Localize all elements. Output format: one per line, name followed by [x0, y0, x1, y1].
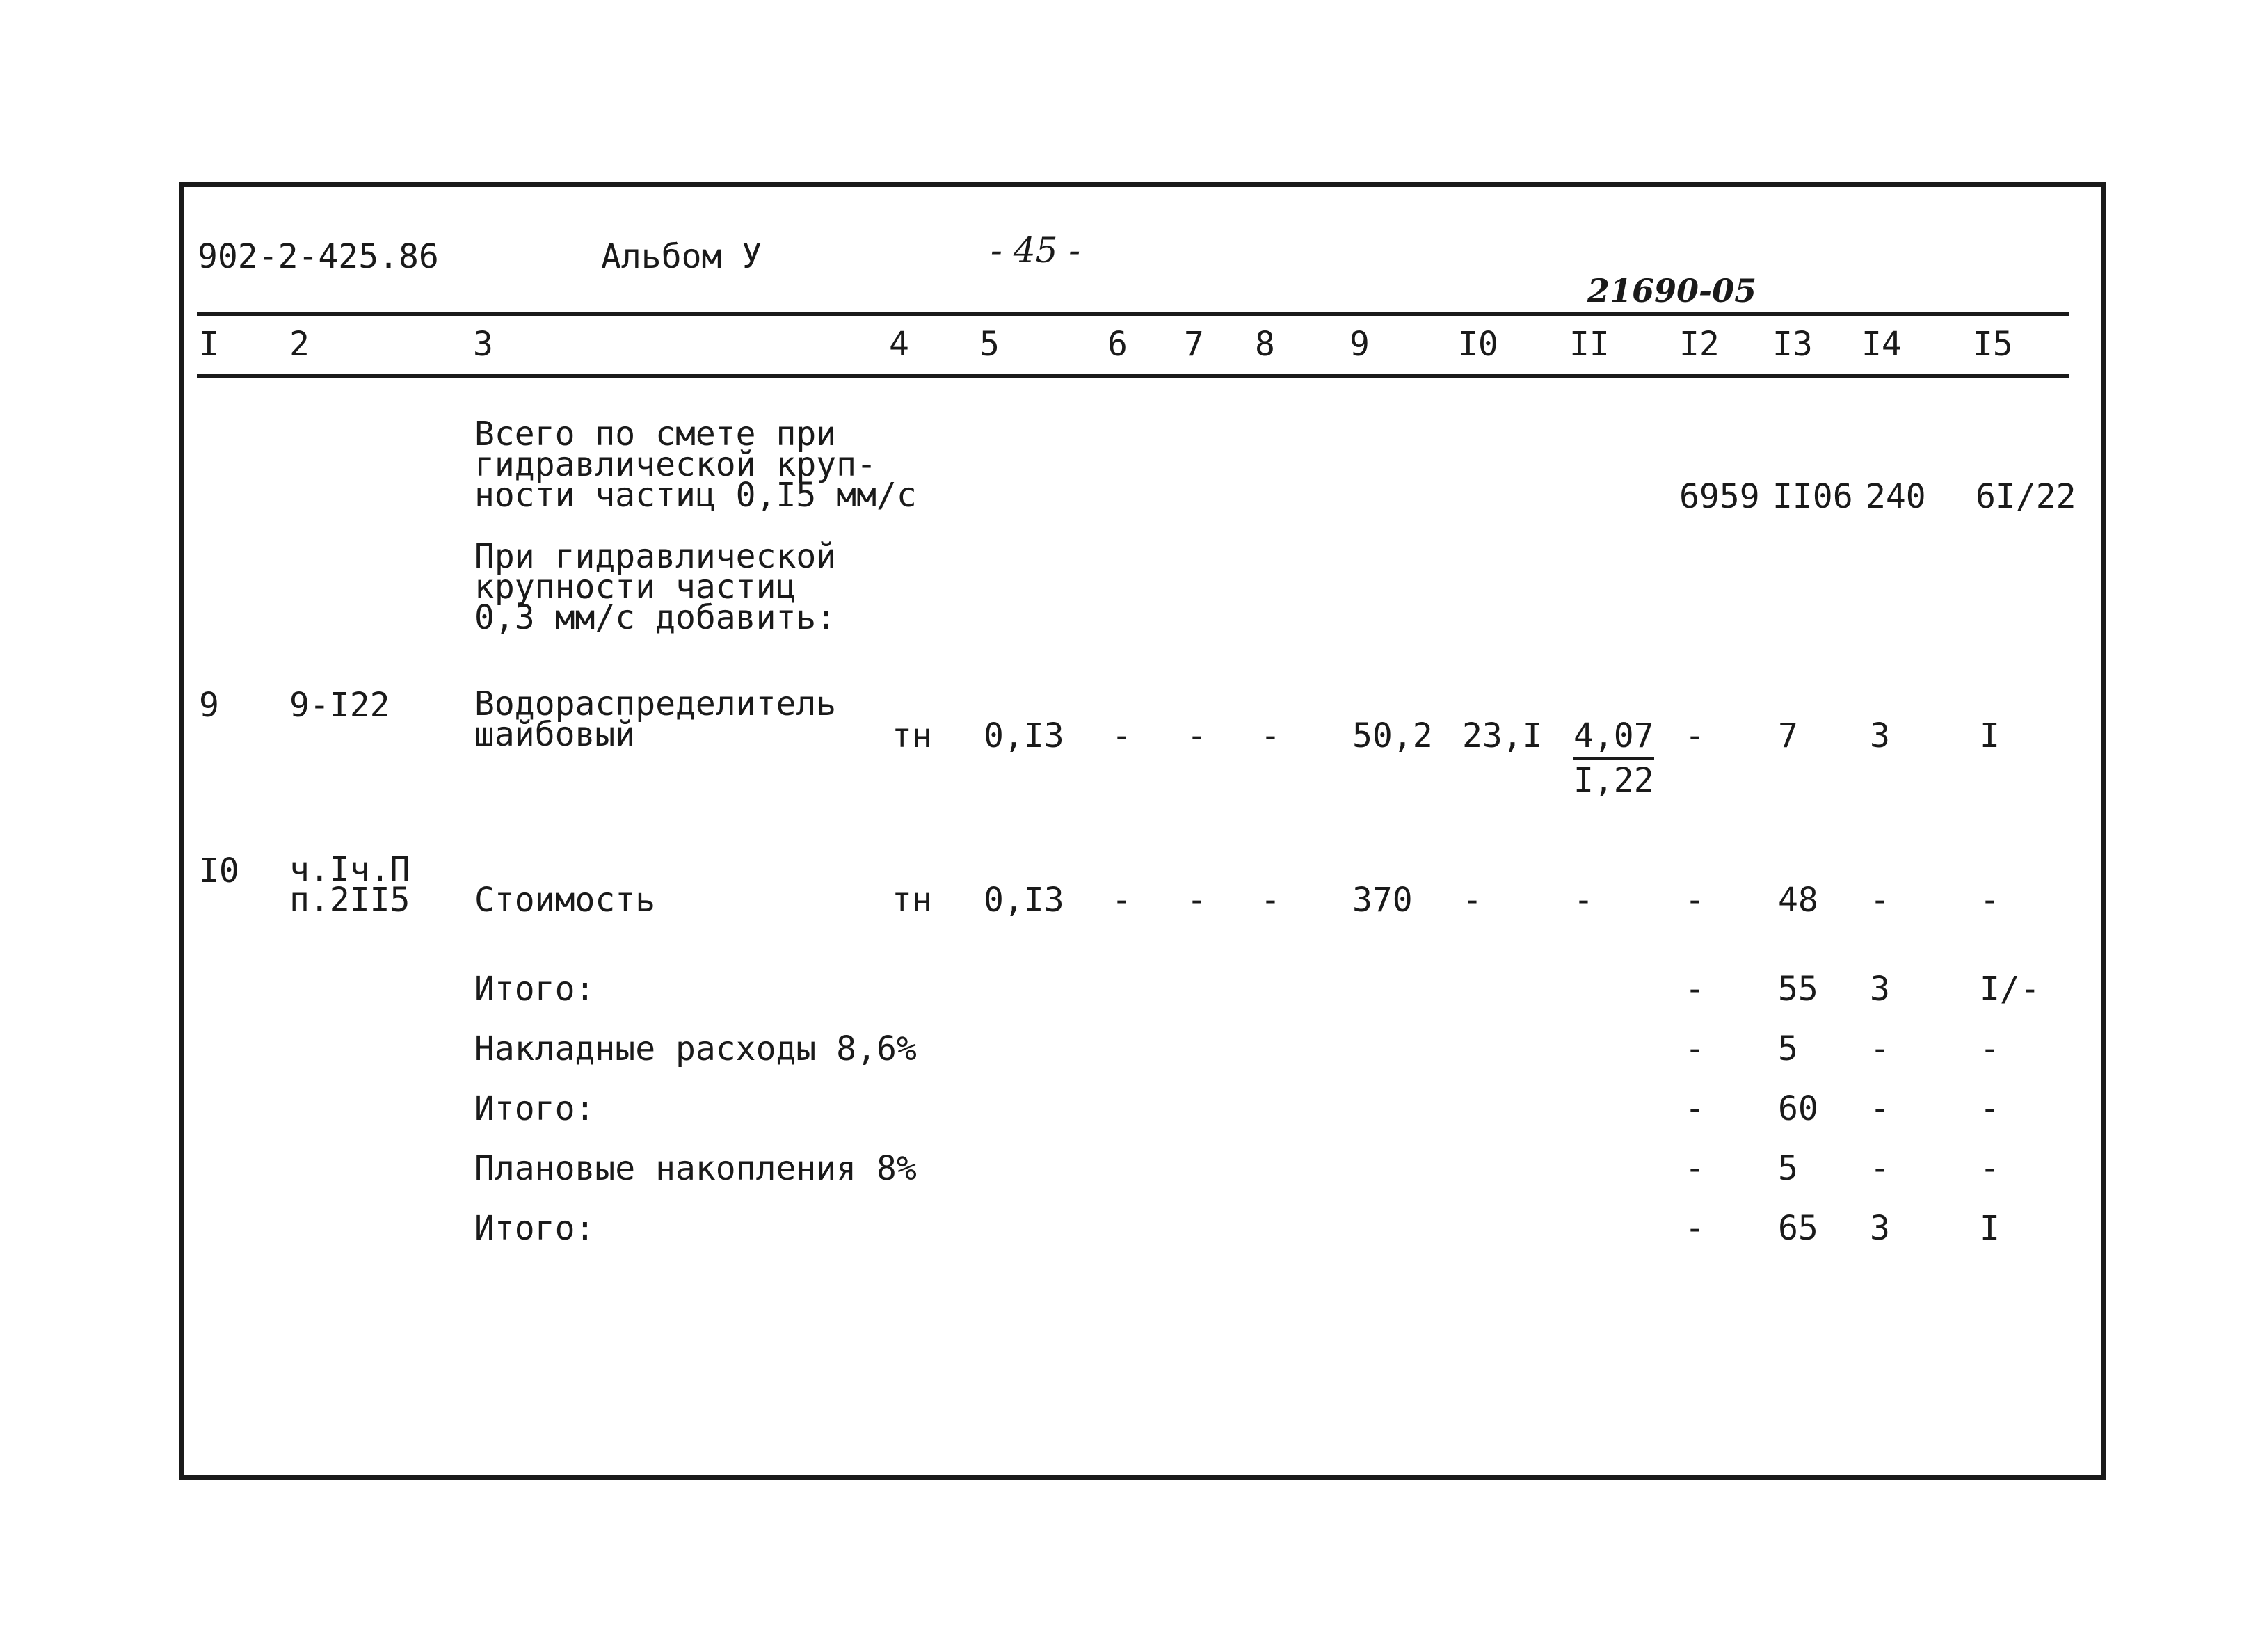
column-header: II: [1569, 325, 1610, 364]
row-col6: -: [1112, 716, 1132, 755]
summary-col15: -: [1980, 1089, 2000, 1128]
column-header: 6: [1107, 325, 1128, 364]
summary-col13: 55: [1778, 970, 1818, 1009]
summary-col12: -: [1685, 1149, 1705, 1188]
column-header: I4: [1861, 325, 1902, 364]
row-col9: 370: [1352, 881, 1413, 920]
summary-label: Итого:: [474, 970, 595, 1009]
summary-col12: -: [1685, 1089, 1705, 1128]
row-unit: тн: [892, 881, 932, 920]
row-col14: -: [1870, 881, 1890, 920]
summary-col13: 65: [1778, 1209, 1818, 1248]
row-col11-bottom: I,22: [1573, 761, 1654, 800]
row-col11-top: [1573, 716, 1654, 755]
header-rule-bottom: [197, 374, 2069, 378]
row-col13: 48: [1778, 881, 1818, 920]
row-quantity: 0,I3: [984, 716, 1064, 755]
total-description: Всего по смете при гидравлической круп- ности частиц 0,I5 мм/с: [474, 415, 917, 515]
row-description: Стоимость: [474, 881, 656, 920]
row-quantity: 0,I3: [984, 881, 1064, 920]
row-col15: I: [1980, 716, 2000, 755]
addition-note: При гидравлической крупности частиц 0,3 мм/с добавить:: [474, 537, 837, 637]
column-header: 2: [289, 325, 310, 364]
column-header: I: [199, 325, 219, 364]
summary-label: Плановые накопления 8%: [474, 1149, 917, 1188]
column-header: 7: [1184, 325, 1204, 364]
summary-col14: 3: [1870, 970, 1890, 1009]
summary-col12: -: [1685, 1029, 1705, 1068]
row-col8: -: [1260, 881, 1281, 920]
column-header: I2: [1679, 325, 1720, 364]
column-header: 9: [1349, 325, 1370, 364]
row-number: I0: [199, 851, 239, 890]
total-col12: 6959: [1679, 477, 1760, 516]
summary-col14: -: [1870, 1149, 1890, 1188]
summary-col13: 5: [1778, 1029, 1798, 1068]
doc-code: 902-2-425.86: [198, 237, 439, 276]
row-col6: -: [1112, 881, 1132, 920]
row-code: 9-I22: [289, 686, 390, 725]
summary-col15: I/-: [1980, 970, 2040, 1009]
summary-col12: -: [1685, 970, 1705, 1009]
row-unit: тн: [892, 716, 932, 755]
summary-col12: -: [1685, 1209, 1705, 1248]
summary-col14: 3: [1870, 1209, 1890, 1248]
summary-col14: -: [1870, 1089, 1890, 1128]
summary-col15: I: [1980, 1209, 2000, 1248]
summary-label: Накладные расходы 8,6%: [474, 1029, 917, 1068]
summary-col15: -: [1980, 1149, 2000, 1188]
row-col8: -: [1260, 716, 1281, 755]
row-code: ч.Iч.П п.2II5: [289, 850, 410, 920]
column-header: 8: [1255, 325, 1275, 364]
total-col15: 6I/22: [1976, 477, 2076, 516]
summary-col13: 5: [1778, 1149, 1798, 1188]
summary-label: Итого:: [474, 1209, 595, 1248]
row-number: 9: [199, 686, 219, 725]
row-col14: 3: [1870, 716, 1890, 755]
summary-col15: -: [1980, 1029, 2000, 1068]
row-col12: -: [1685, 881, 1705, 920]
row-col11-top-value: 4,07: [1573, 716, 1654, 760]
column-header: I3: [1772, 325, 1813, 364]
album-label: Альбом У: [601, 237, 762, 276]
summary-col13: 60: [1778, 1089, 1818, 1128]
row-col13: 7: [1778, 716, 1798, 755]
summary-col14: -: [1870, 1029, 1890, 1068]
row-description: Водораспределитель шайбовый: [474, 684, 837, 754]
summary-label: Итого:: [474, 1089, 595, 1128]
stamp-number: 21690-05: [1587, 272, 1757, 310]
header-rule-top: [197, 312, 2069, 316]
column-header: 5: [979, 325, 1000, 364]
row-col12: -: [1685, 716, 1705, 755]
row-col11: -: [1573, 881, 1594, 920]
row-col7: -: [1187, 881, 1207, 920]
row-col7: -: [1187, 716, 1207, 755]
column-header: 4: [889, 325, 909, 364]
row-col10: -: [1462, 881, 1482, 920]
total-col13: II06: [1772, 477, 1853, 516]
row-col10: 23,I: [1462, 716, 1543, 755]
column-header: I5: [1973, 325, 2013, 364]
page-number: - 45 -: [991, 230, 1081, 271]
row-col9: 50,2: [1352, 716, 1433, 755]
column-header: I0: [1458, 325, 1498, 364]
column-header: 3: [473, 325, 493, 364]
total-col14: 240: [1866, 477, 1926, 516]
row-col15: -: [1980, 881, 2000, 920]
